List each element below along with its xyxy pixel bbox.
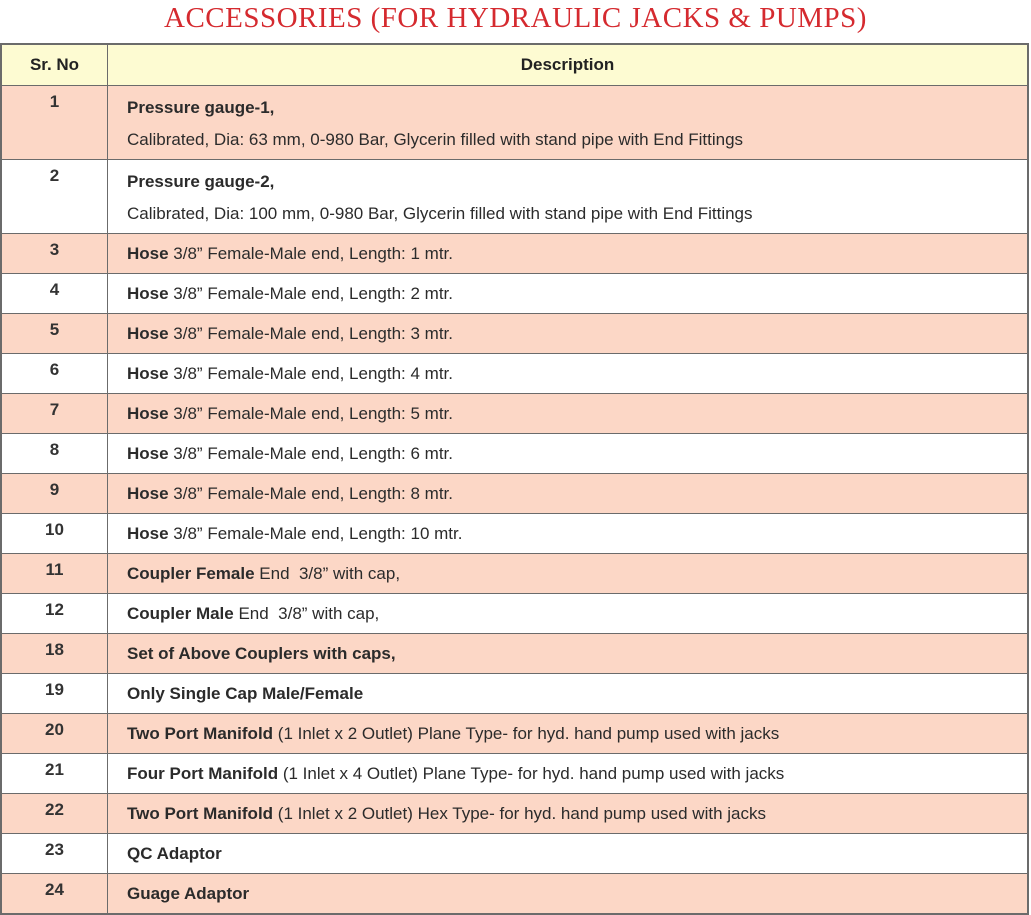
table-row xyxy=(1,160,1028,234)
sr-no-cell: 12 xyxy=(1,594,108,634)
description-cell xyxy=(108,754,1029,794)
item-name: Two Port Manifold xyxy=(127,723,274,743)
sr-no-cell: 11 xyxy=(1,554,108,594)
item-detail: (1 Inlet x 4 Outlet) Plane Type- for hyd. hand pump used with jacks xyxy=(278,763,785,783)
description-cell xyxy=(108,434,1029,474)
table-row xyxy=(1,474,1028,514)
item-name: Hose xyxy=(127,523,169,543)
item-name: Hose xyxy=(127,323,169,343)
sr-no-cell: 5 xyxy=(1,314,108,354)
table-row xyxy=(1,754,1028,794)
sr-no-cell: 19 xyxy=(1,674,108,714)
item-name: Two Port Manifold xyxy=(127,803,274,823)
description-cell xyxy=(108,634,1029,674)
description-cell xyxy=(108,514,1029,554)
item-detail: 3/8” Female-Male end, Length: 2 mtr. xyxy=(168,283,453,303)
sr-no-cell: 9 xyxy=(1,474,108,514)
description-cell xyxy=(108,234,1029,274)
table-header-row xyxy=(1,44,1028,86)
sr-no-cell: 23 xyxy=(1,834,108,874)
table-row xyxy=(1,514,1028,554)
item-detail: 3/8” Female-Male end, Length: 1 mtr. xyxy=(168,243,453,263)
item-name: Hose xyxy=(127,283,169,303)
item-name: Coupler Male xyxy=(127,603,234,623)
sr-no-cell: 10 xyxy=(1,514,108,554)
sr-no-cell: 1 xyxy=(1,86,108,160)
table-row xyxy=(1,394,1028,434)
item-name: Coupler Female xyxy=(127,563,255,583)
description-cell xyxy=(108,474,1029,514)
sr-no-cell: 4 xyxy=(1,274,108,314)
table-row xyxy=(1,594,1028,634)
table-row xyxy=(1,274,1028,314)
accessories-table xyxy=(0,43,1029,915)
table-row xyxy=(1,674,1028,714)
sr-no-cell: 20 xyxy=(1,714,108,754)
item-name: Guage Adaptor xyxy=(127,883,250,903)
description-cell xyxy=(108,314,1029,354)
item-detail: End 3/8” with cap, xyxy=(233,603,380,623)
description-cell xyxy=(108,160,1029,234)
table-row xyxy=(1,714,1028,754)
description-cell xyxy=(108,354,1029,394)
description-cell xyxy=(108,554,1029,594)
description-cell xyxy=(108,794,1029,834)
sr-no-cell: 18 xyxy=(1,634,108,674)
sr-no-cell: 6 xyxy=(1,354,108,394)
table-row xyxy=(1,794,1028,834)
item-name: Hose xyxy=(127,403,169,423)
item-name: Four Port Manifold xyxy=(127,763,279,783)
description-cell xyxy=(108,714,1029,754)
item-detail: (1 Inlet x 2 Outlet) Plane Type- for hyd. hand pump used with jacks xyxy=(273,723,780,743)
table-row xyxy=(1,354,1028,394)
table-row xyxy=(1,86,1028,160)
table-row xyxy=(1,554,1028,594)
table-row xyxy=(1,314,1028,354)
description-cell xyxy=(108,594,1029,634)
table-row xyxy=(1,234,1028,274)
item-name: Hose xyxy=(127,363,169,383)
description-cell xyxy=(108,874,1029,915)
sr-no-cell: 7 xyxy=(1,394,108,434)
item-detail: 3/8” Female-Male end, Length: 4 mtr. xyxy=(168,363,453,383)
item-detail: End 3/8” with cap, xyxy=(254,563,401,583)
sr-no-cell: 22 xyxy=(1,794,108,834)
item-name: Pressure gauge-2, xyxy=(127,171,275,191)
description-cell xyxy=(108,86,1029,160)
item-detail: 3/8” Female-Male end, Length: 8 mtr. xyxy=(168,483,453,503)
item-name: Hose xyxy=(127,243,169,263)
item-name: Hose xyxy=(127,443,169,463)
item-detail: Calibrated, Dia: 63 mm, 0-980 Bar, Glycerin filled with stand pipe with End Fittings xyxy=(127,129,744,149)
item-name: QC Adaptor xyxy=(127,843,222,863)
description-cell xyxy=(108,394,1029,434)
table-row xyxy=(1,634,1028,674)
sr-no-cell: 3 xyxy=(1,234,108,274)
item-name: Hose xyxy=(127,483,169,503)
item-detail: Calibrated, Dia: 100 mm, 0-980 Bar, Glycerin filled with stand pipe with End Fittings xyxy=(127,203,753,223)
page-title: ACCESSORIES (FOR HYDRAULIC JACKS & PUMPS) xyxy=(164,2,867,34)
item-detail: 3/8” Female-Male end, Length: 10 mtr. xyxy=(168,523,463,543)
table-row xyxy=(1,434,1028,474)
item-name: Pressure gauge-1, xyxy=(127,97,275,117)
header-description: Description xyxy=(108,44,1029,86)
sr-no-cell: 24 xyxy=(1,874,108,915)
header-sr-no: Sr. No xyxy=(1,44,108,86)
item-name: Only Single Cap Male/Female xyxy=(127,683,364,703)
item-detail: 3/8” Female-Male end, Length: 6 mtr. xyxy=(168,443,453,463)
sr-no-cell: 21 xyxy=(1,754,108,794)
description-cell xyxy=(108,674,1029,714)
description-cell xyxy=(108,274,1029,314)
item-detail: 3/8” Female-Male end, Length: 3 mtr. xyxy=(168,323,453,343)
item-detail: (1 Inlet x 2 Outlet) Hex Type- for hyd. hand pump used with jacks xyxy=(273,803,766,823)
sr-no-cell: 2 xyxy=(1,160,108,234)
item-name: Set of Above Couplers with caps, xyxy=(127,643,396,663)
sr-no-cell: 8 xyxy=(1,434,108,474)
table-row xyxy=(1,874,1028,915)
table-row xyxy=(1,834,1028,874)
description-cell xyxy=(108,834,1029,874)
item-detail: 3/8” Female-Male end, Length: 5 mtr. xyxy=(168,403,453,423)
